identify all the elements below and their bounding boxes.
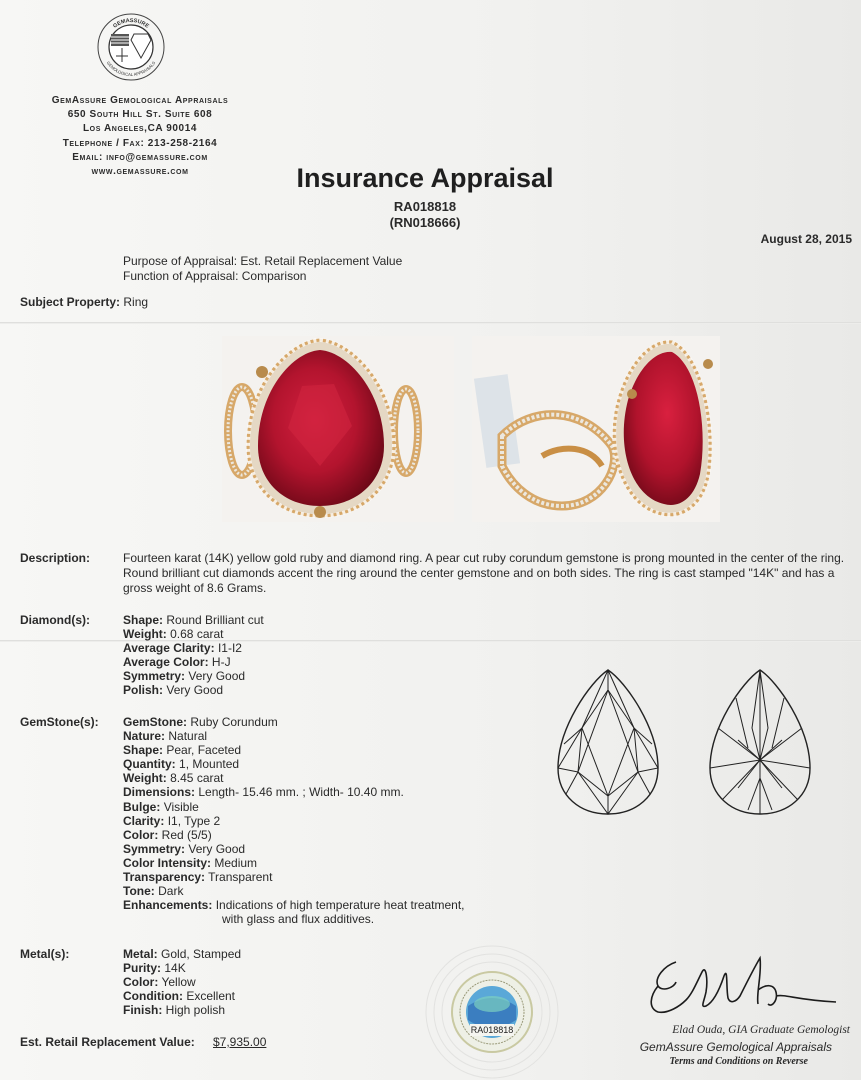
spec-row: Weight: 8.45 carat <box>123 771 224 786</box>
diamonds-label: Diamond(s): <box>20 613 90 627</box>
company-website: www.gemassure.com <box>91 166 189 178</box>
metal-specs <box>123 947 241 1017</box>
spec-row: GemStone: Ruby Corundum <box>123 715 278 729</box>
replacement-value-label: Est. Retail Replacement Value: <box>20 1035 195 1049</box>
gemassure-logo <box>96 12 166 82</box>
gemstone-specs <box>123 715 465 926</box>
metals-label: Metal(s): <box>20 947 70 961</box>
spec-row-continued: with glass and flux additives. <box>222 912 375 927</box>
company-address-block <box>20 94 260 179</box>
appraisal-number: RA018818 <box>393 199 457 214</box>
description-text: Fourteen karat (14K) yellow gold ruby and diamond ring. A pear cut ruby corundum gemstone is prong mounted in the center of the ring. Round brilliant cut diamonds accent the ring around the center gemstone and on both sides. The ring is cast stamped "14K" and has a gross weight of 8.6 Grams. <box>123 551 845 595</box>
company-street: 650 South Hill St. Suite 608 <box>67 109 213 121</box>
spec-row: Symmetry: Very Good <box>123 669 246 684</box>
spec-row: Dimensions: Length- 15.46 mm. ; Width- 10.40 mm. <box>123 785 404 800</box>
spec-row: Purity: 14K <box>123 961 186 976</box>
company-city: Los Angeles,CA 90014 <box>82 123 198 135</box>
spec-row: Finish: High polish <box>123 1003 226 1018</box>
appraiser-company: GemAssure Gemological Appraisals <box>639 1040 832 1054</box>
appraiser-name: Elad Ouda, GIA Graduate Gemologist <box>672 1024 850 1036</box>
hologram-seal <box>398 932 586 1080</box>
paper-fold <box>0 322 861 324</box>
gemstones-label: GemStone(s): <box>20 715 99 729</box>
pear-pavilion-diagram <box>708 668 812 816</box>
spec-row: Transparency: Transparent <box>123 870 273 885</box>
spec-row: Color Intensity: Medium <box>123 855 258 870</box>
purpose-of-appraisal: Purpose of Appraisal: Est. Retail Replacement Value <box>123 254 403 268</box>
spec-row: Weight: 0.68 carat <box>123 627 224 642</box>
spec-row: Enhancements: Indications of high temperature heat treatment, <box>123 898 465 913</box>
pear-crown-diagram <box>556 668 660 816</box>
appraisal-number-block <box>330 199 520 231</box>
terms-note: Terms and Conditions on Reverse <box>669 1056 808 1067</box>
diamond-specs <box>123 613 264 698</box>
subject-property <box>20 295 148 309</box>
replacement-value-amount: $7,935.00 <box>213 1035 267 1049</box>
spec-row: Metal: Gold, Stamped <box>123 947 242 961</box>
spec-row: Nature: Natural <box>123 729 208 744</box>
spec-row: Quantity: 1, Mounted <box>123 757 240 772</box>
spec-row: Condition: Excellent <box>123 989 236 1004</box>
spec-row: Color: Red (5/5) <box>123 827 212 842</box>
handwritten-signature <box>636 944 846 1024</box>
description-label: Description: <box>20 551 91 565</box>
ring-photo-side <box>472 336 720 522</box>
spec-row: Average Color: H-J <box>123 655 231 670</box>
ring-photo-front <box>222 336 454 522</box>
spec-row: Polish: Very Good <box>123 683 224 698</box>
purpose-block <box>123 254 402 284</box>
spec-row: Shape: Pear, Faceted <box>123 743 242 758</box>
function-of-appraisal: Function of Appraisal: Comparison <box>123 269 307 283</box>
svg-text:GEMASSURE: GEMASSURE <box>112 17 150 30</box>
spec-row: Clarity: I1, Type 2 <box>123 813 221 828</box>
subject-property-value: Ring <box>123 295 149 309</box>
subject-property-label: Subject Property: <box>20 295 121 309</box>
spec-row: Bulge: Visible <box>123 799 199 814</box>
reference-number: (RN018666) <box>389 215 461 230</box>
company-phone: Telephone / Fax: 213-258-2164 <box>62 137 218 149</box>
spec-row: Shape: Round Brilliant cut <box>123 613 264 627</box>
spec-row: Tone: Dark <box>123 884 184 899</box>
spec-row: Color: Yellow <box>123 975 196 990</box>
spec-row: Symmetry: Very Good <box>123 841 246 856</box>
spec-row: Average Clarity: I1-I2 <box>123 641 242 656</box>
document-title: Insurance Appraisal <box>296 163 554 193</box>
appraisal-date: August 28, 2015 <box>760 232 852 246</box>
svg-text:GEMOLOGICAL APPRAISALS: GEMOLOGICAL APPRAISALS <box>105 60 157 78</box>
svg-text:RA018818: RA018818 <box>470 1025 514 1035</box>
company-name: GemAssure Gemological Appraisals <box>51 95 229 106</box>
company-email: Email: info@gemassure.com <box>72 151 208 163</box>
